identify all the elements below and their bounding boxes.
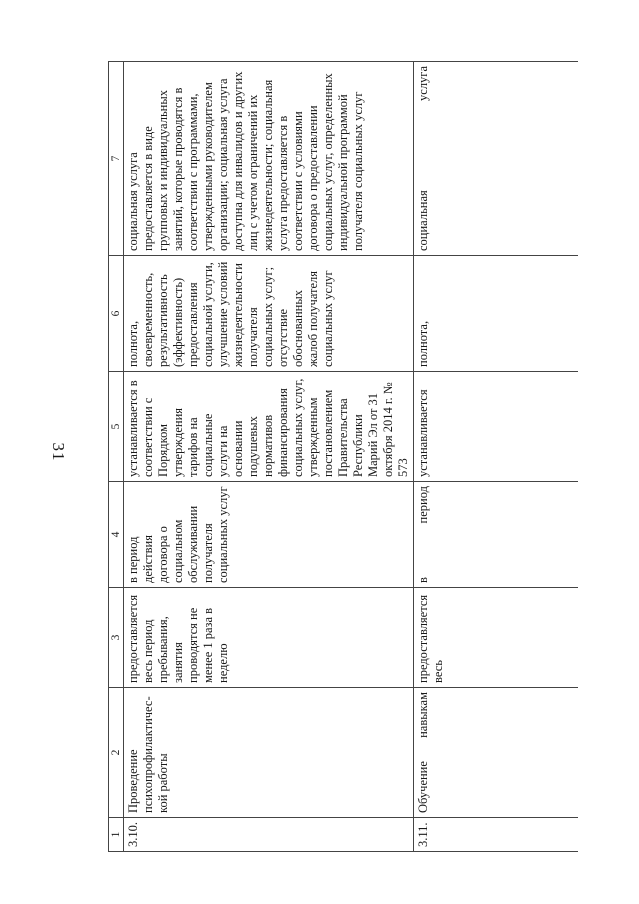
column-header: 1	[109, 818, 124, 852]
service-conditions: социальная услуга предоставляется в виде групповых и индивидуальных занятий, которые проводятся в соответствии с программами, утвержденными руководителем организации; социальная услуга доступна для инвалидов и других лиц с учетом ограничений их жизнедеятельности; социальная услуга предоставляется в соответствии с условиями договора о предоставлении социальных услуг, определенных индивидуальной программой получателя социальных услуг	[124, 62, 414, 256]
service-name: Обучение навыкам	[414, 688, 579, 818]
table-row	[414, 62, 579, 852]
service-name: Проведение психопрофилактичес-кой работы	[124, 688, 414, 818]
column-header: 4	[109, 482, 124, 588]
service-quality: полнота, своевременность, результативность (эффективность) предоставления социальной услуги, улучшение условий жизнедеятельности получателя социальных услуг; отсутствие обоснованных жалоб получателя социальных услуг	[124, 256, 414, 372]
column-header: 3	[109, 588, 124, 688]
service-volume: предоставляется весь период пребывания, занятия проводятся не менее 1 раза в неделю	[124, 588, 414, 688]
service-cost: устанавливается	[414, 372, 579, 482]
column-header: 7	[109, 62, 124, 256]
service-term: в период действия договора о социальном обслуживании получателя социальных услуг	[124, 482, 414, 588]
column-header: 5	[109, 372, 124, 482]
column-header: 6	[109, 256, 124, 372]
rotated-page	[108, 62, 639, 852]
services-table	[108, 61, 578, 852]
service-term: в период	[414, 482, 579, 588]
service-cost: устанавливается в соответствии с Порядком утверждения тарифов на социальные услуги на основании подушевых нормативов финансирования социальных услуг, утвержденным постановлением Правительства Республики Марий Эл от 31 октября 2014 г. № 573	[124, 372, 414, 482]
row-number: 3.10.	[124, 818, 414, 852]
column-header: 2	[109, 688, 124, 818]
page-number: 31	[49, 442, 68, 462]
column-header-row	[109, 62, 124, 852]
service-volume: предоставляется весь	[414, 588, 579, 688]
table-row	[124, 62, 414, 852]
row-number: 3.11.	[414, 818, 579, 852]
service-quality: полнота,	[414, 256, 579, 372]
service-conditions: социальная услуга	[414, 62, 579, 256]
